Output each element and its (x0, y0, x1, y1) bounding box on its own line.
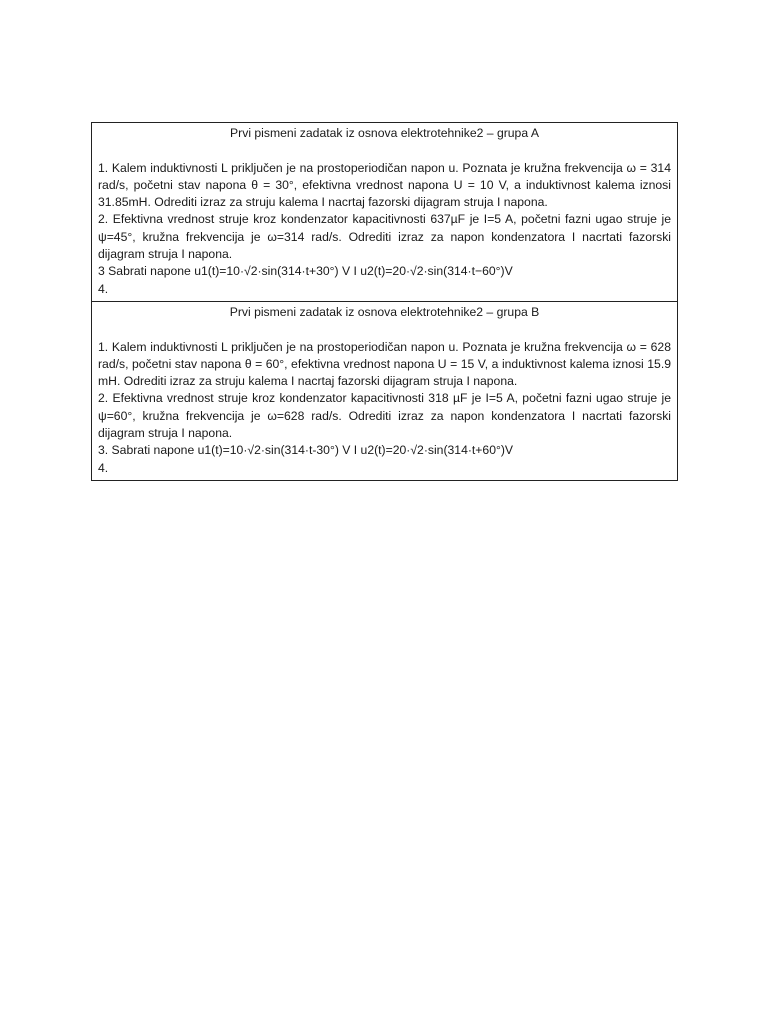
group-a-task-1: 1. Kalem induktivnosti L priključen je na prostoperiodičan napon u. Poznata je kružna frekvencija ω = 314 rad/s, početni stav napona θ = 30°, efektivna vrednost napona U = 10 V, a induktivnost kalema iznosi 31.85mH. Odrediti izraz za struju kalema I nacrtaj fazorski dijagram struja I napona. (98, 160, 671, 210)
group-b-task-3: 3. Sabrati napone u1(t)=10·√2·sin(314·t-30°) V I u2(t)=20·√2·sin(314·t+60°)V (98, 443, 514, 458)
group-b-task-1: 1. Kalem induktivnosti L priključen je na prostoperiodičan napon u. Poznata je kružna frekvencija ω = 628 rad/s, početni stav napona θ = 60°, efektivna vrednost napona U = 15 V, a induktivnost kalema iznosi 15.9 mH. Odrediti izraz za struju kalema I nacrtaj fazorski dijagram struja I napona. (98, 339, 671, 389)
group-a-task-4: 4. (98, 281, 109, 296)
group-b-row (92, 301, 678, 480)
group-a-task-3: 3 Sabrati napone u1(t)=10·√2·sin(314·t+30°) V I u2(t)=20·√2·sin(314·t−60°)V (98, 264, 513, 279)
group-b-title: Prvi pismeni zadatak iz osnova elektrotehnike2 – grupa B (229, 304, 540, 319)
group-b-spacer (98, 321, 671, 338)
group-a-task-2: 2. Efektivna vrednost struje kroz kondenzator kapacitivnosti 637µF je I=5 A, početni fazni ugao struje je ψ=45°, kružna frekvencija je ω=314 rad/s. Odrediti izraz za napon kondenzatora I nacrtati fazorski dijagram struja I napona. (98, 212, 671, 262)
group-a-cell (92, 123, 678, 302)
group-b-task-4: 4. (98, 460, 109, 475)
group-a-title: Prvi pismeni zadatak iz osnova elektrotehnike2 – grupa A (230, 126, 539, 140)
group-a-spacer (98, 142, 671, 159)
exam-table (91, 122, 678, 481)
group-a-row (92, 123, 678, 302)
group-b-task-2: 2. Efektivna vrednost struje kroz kondenzator kapacitivnosti 318 µF je I=5 A, početni fazni ugao struje je ψ=60°, kružna frekvencija je ω=628 rad/s. Odrediti izraz za napon kondenzatora I nacrtati fazorski dijagram struja I napona. (98, 391, 671, 441)
group-b-cell (92, 301, 678, 480)
